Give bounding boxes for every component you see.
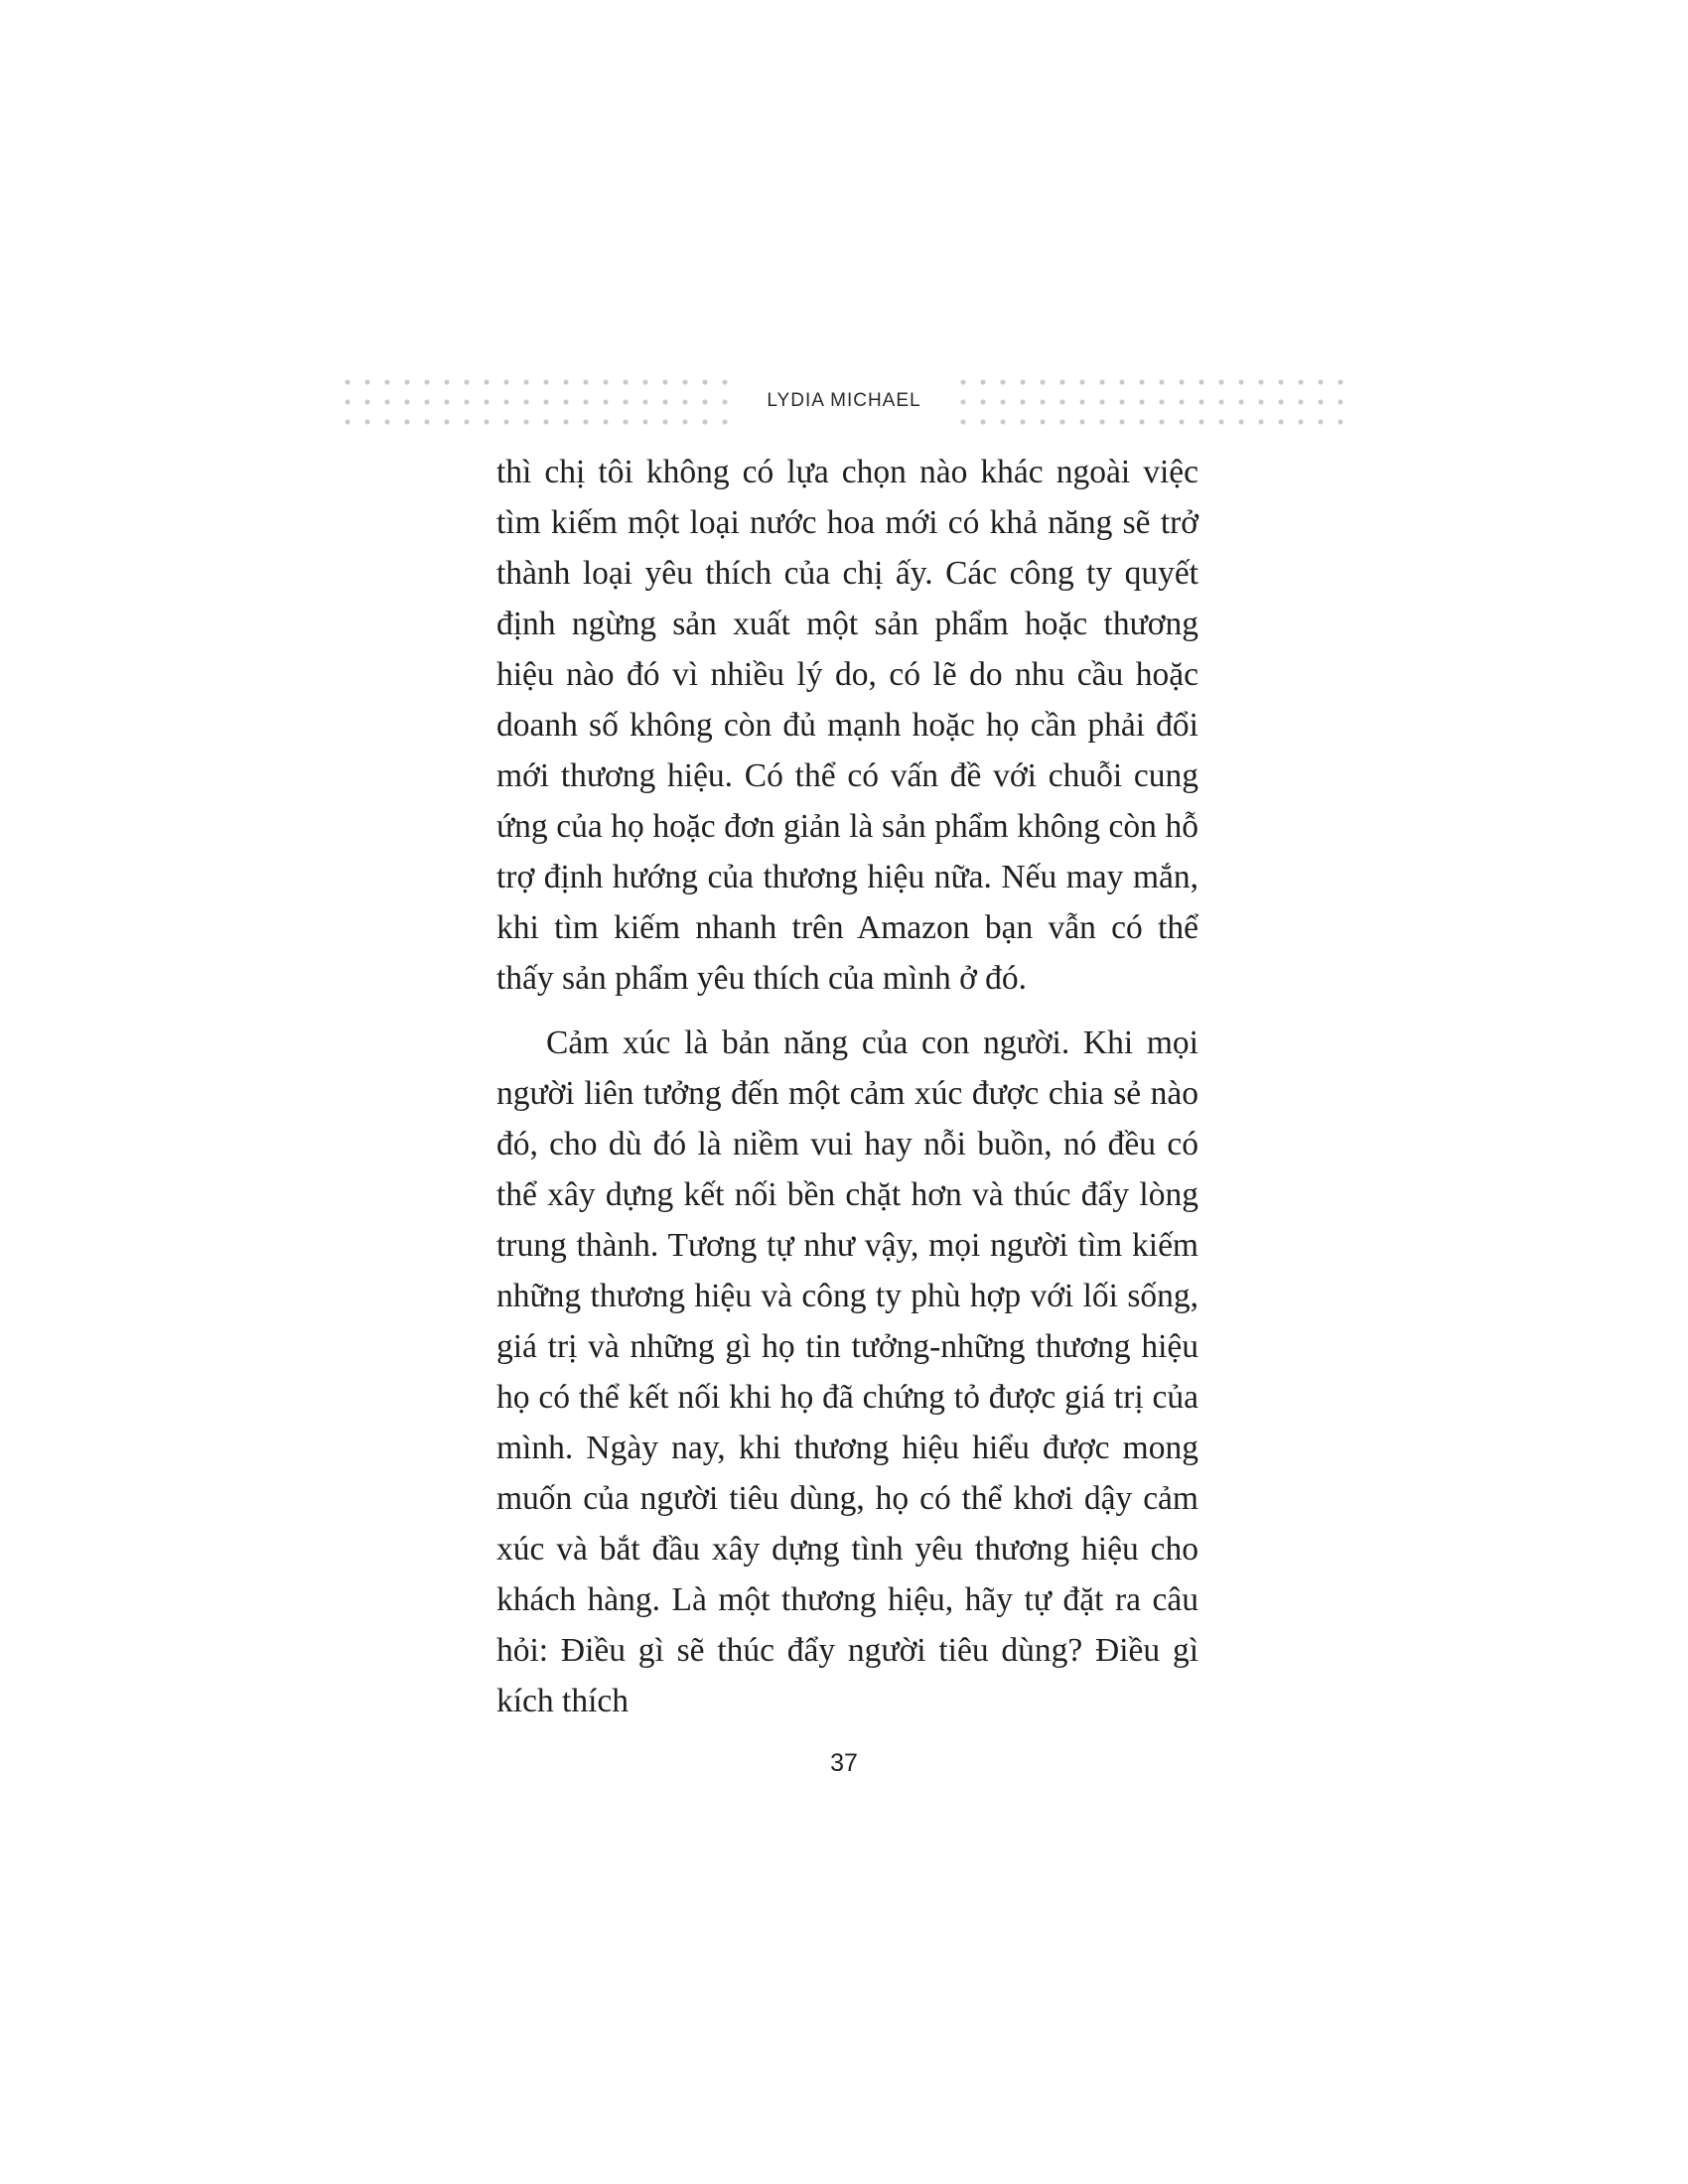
paragraph-2: Cảm xúc là bản năng của con người. Khi mọi người liên tưởng đến một cảm xúc được chia sẻ nào đó, cho dù đó là niềm vui hay nỗi buồn, nó đều có thể xây dựng kết nối bền chặt hơn và thúc đẩy lòng trung thành. Tương tự như vậy, mọi người tìm kiếm những thương hiệu và công ty phù hợp với lối sống, giá trị và những gì họ tin tưởng-những thương hiệu họ có thể kết nối khi họ đã chứng tỏ được giá trị của mình. Ngày nay, khi thương hiệu hiểu được mong muốn của người tiêu dùng, họ có thể khơi dậy cảm xúc và bắt đầu xây dựng tình yêu thương hiệu cho khách hàng. Là một thương hiệu, hãy tự đặt ra câu hỏi: Điều gì sẽ thúc đẩy người tiêu dùng? Điều gì kích thích [496,1024,1198,1719]
dot-pattern-left [338,372,735,432]
body-text [496,447,1198,1726]
dot-pattern-right [953,372,1350,432]
running-head-author: LYDIA MICHAEL [767,390,921,411]
page-number: 37 [830,1749,858,1777]
paragraph-1: thì chị tôi không có lựa chọn nào khác ngoài việc tìm kiếm một loại nước hoa mới có khả năng sẽ trở thành loại yêu thích của chị ấy. Các công ty quyết định ngừng sản xuất một sản phẩm hoặc thương hiệu nào đó vì nhiều lý do, có lẽ do nhu cầu hoặc doanh số không còn đủ mạnh hoặc họ cần phải đổi mới thương hiệu. Có thể có vấn đề với chuỗi cung ứng của họ hoặc đơn giản là sản phẩm không còn hỗ trợ định hướng của thương hiệu nữa. Nếu may mắn, khi tìm kiếm nhanh trên Amazon bạn vẫn có thể thấy sản phẩm yêu thích của mình ở đó. [496,454,1198,997]
page-header [338,372,1350,432]
